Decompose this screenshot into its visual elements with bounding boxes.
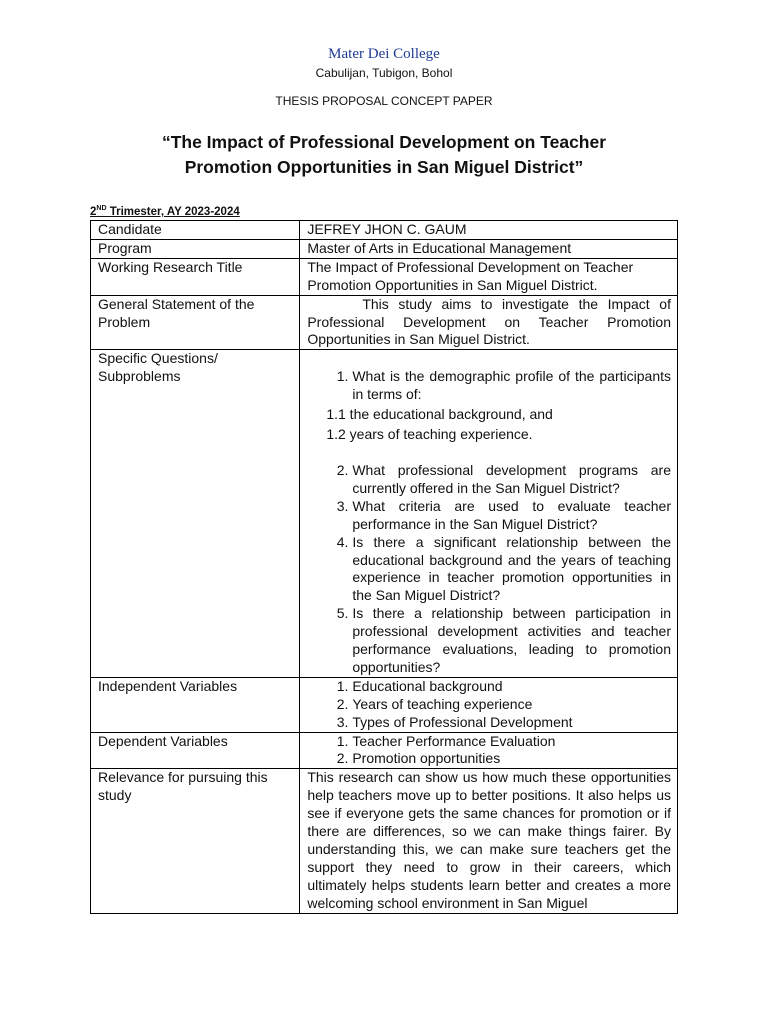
question-item: 2. What professional development programs are currently offered in the San Miguel District? xyxy=(352,462,671,498)
trimester-label xyxy=(90,205,240,218)
program-value: Master of Arts in Educational Management xyxy=(300,239,678,258)
specific-questions-label-line1: Specific Questions/ xyxy=(98,350,218,367)
question-list-continued xyxy=(307,462,671,677)
question-subitem: 1.2 years of teaching experience. xyxy=(326,426,533,443)
independent-variables-list xyxy=(307,678,671,732)
thesis-title-line1: “The Impact of Professional Development on Teacher xyxy=(161,132,607,152)
question-item: 1. What is the demographic profile of the participants in terms of: xyxy=(352,368,671,404)
relevance-label: Relevance for pursuing this study xyxy=(91,769,300,913)
independent-variables-value xyxy=(300,677,678,732)
question-subitem: 1.1 the educational background, and xyxy=(326,406,553,423)
concept-paper-table xyxy=(90,220,678,914)
row-general-statement xyxy=(91,295,678,350)
trimester-number: 2 xyxy=(90,205,97,218)
college-address: Cabulijan, Tubigon, Bohol xyxy=(315,66,453,80)
row-working-title xyxy=(91,258,678,295)
row-independent-variables xyxy=(91,677,678,732)
list-item: 2. Promotion opportunities xyxy=(352,750,671,768)
question-item: 3. What criteria are used to evaluate teacher performance in the San Miguel District? xyxy=(352,498,671,534)
trimester-text: Trimester, AY 2023-2024 xyxy=(106,205,240,218)
dependent-variables-list xyxy=(307,733,671,769)
question-item: 5. Is there a relationship between participation in professional development activities and teacher performance evaluations, leading to promotion opportunities? xyxy=(352,605,671,677)
row-program xyxy=(91,239,678,258)
trimester-suffix: ND xyxy=(96,205,107,212)
row-candidate xyxy=(91,221,678,240)
program-label: Program xyxy=(91,239,300,258)
list-item: 2. Years of teaching experience xyxy=(352,696,671,714)
question-item: 4. Is there a significant relationship between the educational background and the years of teaching experience in teacher promotion opportunities in the San Miguel District? xyxy=(352,534,671,606)
general-statement-label: General Statement of the Problem xyxy=(91,295,300,350)
document-type: THESIS PROPOSAL CONCEPT PAPER xyxy=(275,94,493,108)
list-item: 1. Educational background xyxy=(352,678,671,696)
working-title-label: Working Research Title xyxy=(91,258,300,295)
list-item: 1. Teacher Performance Evaluation xyxy=(352,733,671,751)
question-list xyxy=(307,368,671,404)
relevance-value: This research can show us how much these opportunities help teachers move up to better positions. It also helps us see if everyone gets the same chances for promotion or if there are differences, so we can make things fairer. By understanding this, we can make sure teachers get the support they need to grow in their careers, which ultimately helps students learn better and creates a more welcoming school environment in San Miguel xyxy=(300,769,678,913)
candidate-label: Candidate xyxy=(91,221,300,240)
row-specific-questions xyxy=(91,350,678,678)
row-dependent-variables xyxy=(91,732,678,769)
dependent-variables-value xyxy=(300,732,678,769)
independent-variables-label: Independent Variables xyxy=(91,677,300,732)
dependent-variables-label: Dependent Variables xyxy=(91,732,300,769)
college-name: Mater Dei College xyxy=(328,46,440,62)
thesis-title xyxy=(80,130,688,180)
specific-questions-label xyxy=(91,350,300,678)
row-relevance xyxy=(91,769,678,913)
candidate-value: JEFREY JHON C. GAUM xyxy=(300,221,678,240)
specific-questions-label-line2: Subproblems xyxy=(98,368,181,385)
working-title-value: The Impact of Professional Development on Teacher Promotion Opportunities in San Miguel District. xyxy=(300,258,678,295)
list-item: 3. Types of Professional Development xyxy=(352,714,671,732)
thesis-title-line2: Promotion Opportunities in San Miguel District” xyxy=(184,157,584,177)
general-statement-value: This study aims to investigate the Impact of Professional Development on Teacher Promotion Opportunities in San Miguel District. xyxy=(300,295,678,350)
specific-questions-value xyxy=(300,350,678,678)
